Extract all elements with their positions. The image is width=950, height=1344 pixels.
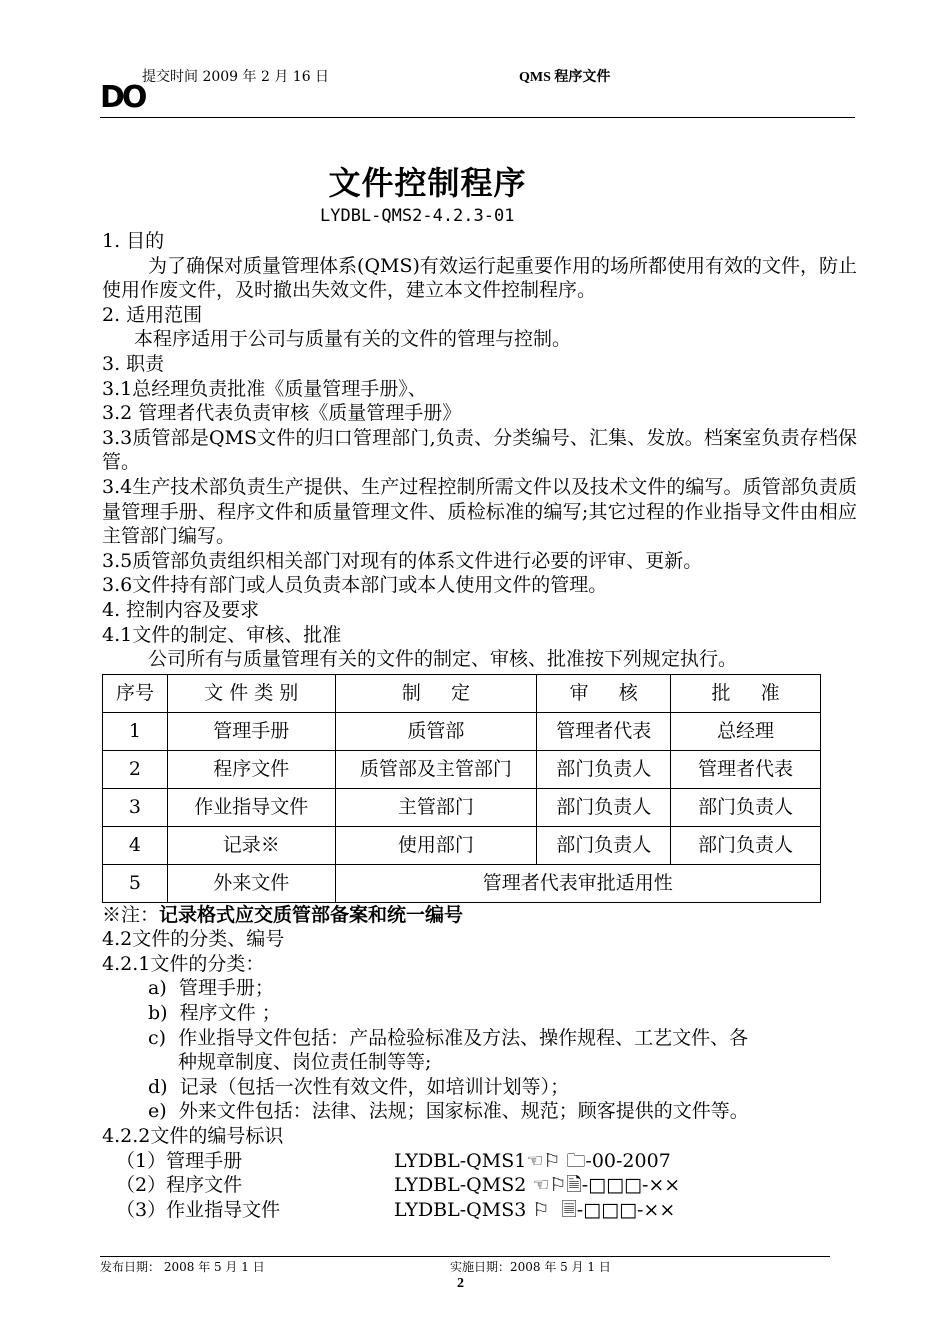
- page-number: 2: [457, 1276, 464, 1291]
- section-3-1: 3.1总经理负责批准《质量管理手册》、: [102, 377, 427, 400]
- table-cell: 部门负责人: [671, 826, 821, 864]
- table-row: [103, 750, 821, 788]
- document-body: [102, 229, 857, 1222]
- section-4-1: 4.1文件的制定、审核、批准: [102, 623, 342, 646]
- note-text: 记录格式应交质管部备案和统一编号: [159, 903, 464, 926]
- table-cell: 部门负责人: [671, 788, 821, 826]
- list-item-c: c) 作业指导文件包括：产品检验标准及方法、操作规程、工艺文件、各: [148, 1026, 749, 1049]
- table-cell: 管理手册: [167, 712, 335, 750]
- table-cell: 质管部: [335, 712, 537, 750]
- table-cell: 主管部门: [335, 788, 537, 826]
- table-row: [103, 864, 821, 902]
- table-cell: 总经理: [671, 712, 821, 750]
- section-4-2: 4.2文件的分类、编号: [102, 928, 285, 951]
- code-label: （3）作业指导文件: [116, 1198, 281, 1221]
- table-header-cell: 批 准: [671, 674, 821, 712]
- table-cell: 部门负责人: [537, 750, 671, 788]
- section-1-heading: 1. 目的: [102, 230, 165, 252]
- table-row: [103, 712, 821, 750]
- section-4-heading: 4. 控制内容及要求: [102, 598, 260, 621]
- table-cell: 4: [103, 826, 168, 864]
- table-cell: 外来文件: [167, 864, 335, 902]
- table-cell: 管理者代表: [671, 750, 821, 788]
- table-cell: 5: [103, 864, 168, 902]
- code-label: （1）管理手册: [116, 1149, 243, 1172]
- table-cell: 部门负责人: [537, 788, 671, 826]
- submit-time: 提交时间 2009 年 2 月 16 日: [142, 69, 330, 85]
- table-cell: 程序文件: [167, 750, 335, 788]
- table-header-cell: 制 定: [335, 674, 537, 712]
- section-4-1-text: 公司所有与质量管理有关的文件的制定、审核、批准按下列规定执行。: [148, 648, 738, 671]
- release-date: 发布日期： 2008 年 5 月 1 日: [100, 1260, 265, 1274]
- section-1-text: 为了确保对质量管理体系(QMS)有效运行起重要作用的场所都使用有效的文件，防止使用作废文件，及时撤出失效文件，建立本文件控制程序。: [102, 254, 857, 302]
- code-value: LYDBL-QMS3 ⚐ 🗏-□□□-××: [394, 1198, 676, 1221]
- title-text: 文件控制程序: [328, 164, 527, 202]
- section-3-2: 3.2 管理者代表负责审核《质量管理手册》: [102, 402, 462, 425]
- section-2-text: 本程序适用于公司与质量有关的文件的管理与控制。: [134, 328, 572, 351]
- section-3-3: 3.3质管部是QMS文件的归口管理部门,负责、分类编号、汇集、发放。档案室负责存档保管。: [102, 426, 857, 474]
- table-row: [103, 826, 821, 864]
- effective-date: 实施日期：2008 年 5 月 1 日: [450, 1260, 611, 1274]
- table-cell: 管理者代表: [537, 712, 671, 750]
- table-header-cell: 序号: [103, 674, 168, 712]
- page-title: [0, 158, 855, 204]
- company-logo: [100, 80, 148, 110]
- section-3-4: 3.4生产技术部负责生产提供、生产过程控制所需文件以及技术文件的编写。质管部负责质量管理手册、程序文件和质量管理文件、质检标准的编写;其它过程的作业指导文件由相应主管部门编写。: [102, 475, 857, 548]
- list-item-d: d) 记录（包括一次性有效文件，如培训计划等）；: [148, 1075, 570, 1098]
- list-item-e: e) 外来文件包括：法律、法规；国家标准、规范；顾客提供的文件等。: [148, 1100, 749, 1123]
- numbering-codes: [102, 1149, 857, 1223]
- table-merged-cell: 管理者代表审批适用性: [335, 864, 820, 902]
- section-3-5: 3.5质管部负责组织相关部门对现有的体系文件进行必要的评审、更新。: [102, 549, 703, 572]
- list-item-c-continued: 种规章制度、岗位责任制等等;: [178, 1051, 432, 1074]
- code-label: （2）程序文件: [116, 1174, 243, 1197]
- table-cell: 使用部门: [335, 826, 537, 864]
- table-cell: 1: [103, 712, 168, 750]
- approval-table: [102, 674, 821, 903]
- table-cell: 作业指导文件: [167, 788, 335, 826]
- table-header-cell: 审 核: [537, 674, 671, 712]
- table-cell: 2: [103, 750, 168, 788]
- section-2-heading: 2. 适用范围: [102, 303, 203, 326]
- header-divider: [100, 117, 855, 118]
- list-item-a: a) 管理手册；: [148, 977, 274, 1000]
- footer-divider: [100, 1256, 830, 1257]
- table-row: [103, 788, 821, 826]
- table-cell: 部门负责人: [537, 826, 671, 864]
- doc-category: QMS 程序文件: [519, 70, 611, 85]
- table-note: [102, 903, 857, 928]
- table-cell: 3: [103, 788, 168, 826]
- logo-text: DO: [100, 80, 145, 110]
- table-cell: 质管部及主管部门: [335, 750, 537, 788]
- section-4-2-2: 4.2.2文件的编号标识: [102, 1125, 284, 1148]
- code-value: LYDBL-QMS2 ☜⚐🗎-□□□-××: [394, 1174, 681, 1197]
- code-value: LYDBL-QMS1☜⚐ 🗀-00-2007: [394, 1149, 671, 1172]
- section-4-2-1: 4.2.1文件的分类：: [102, 952, 265, 975]
- list-item-b: b) 程序文件 ；: [148, 1002, 281, 1025]
- section-3-6: 3.6文件持有部门或人员负责本部门或本人使用文件的管理。: [102, 574, 608, 597]
- table-cell: 记录※: [167, 826, 335, 864]
- doc-number: LYDBL-QMS2-4.2.3-01: [320, 206, 515, 226]
- note-prefix: ※注：: [102, 903, 160, 926]
- section-3-heading: 3. 职责: [102, 352, 165, 375]
- table-header-cell: 文 件 类 别: [167, 674, 335, 712]
- table-header-row: [103, 674, 821, 712]
